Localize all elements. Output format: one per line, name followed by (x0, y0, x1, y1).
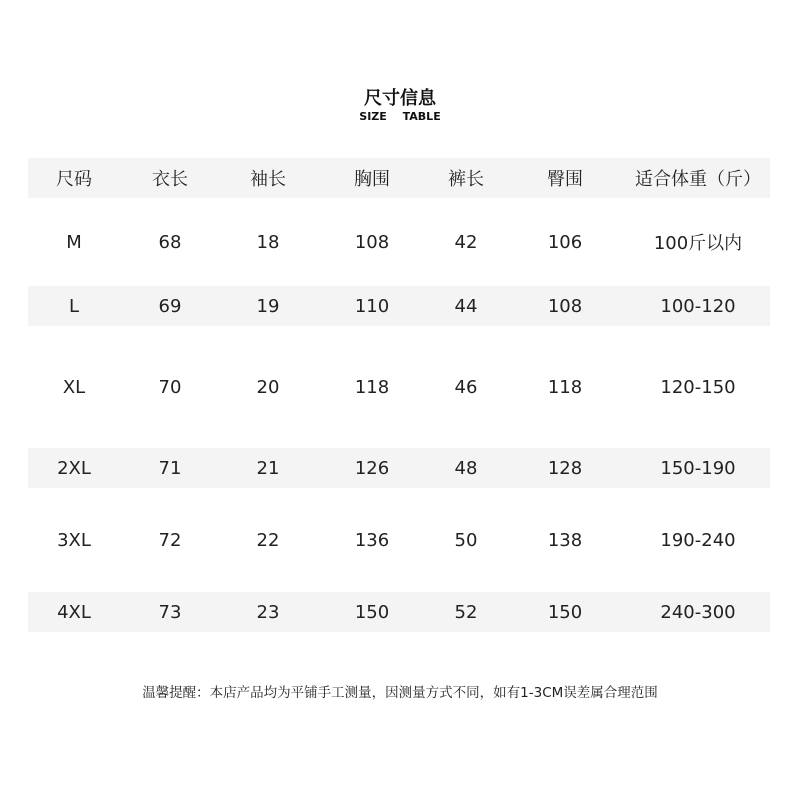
header-cell: 适合体重（斤） (635, 169, 761, 190)
header-cell: 胸围 (354, 169, 390, 190)
table-cell: M (66, 231, 82, 253)
table-cell: 150 (547, 601, 583, 623)
page-title: 尺寸信息 (364, 88, 436, 109)
table-cell: 4XL (57, 601, 91, 623)
table-cell: 22 (256, 529, 280, 551)
table-cell: 73 (158, 601, 182, 623)
header-cell: 衣长 (152, 169, 188, 190)
table-cell: 138 (547, 529, 583, 551)
table-cell: 50 (454, 529, 478, 551)
table-cell: 108 (354, 231, 390, 253)
table-cell: L (68, 295, 80, 317)
table-cell: 190-240 (660, 529, 736, 551)
table-cell: 110 (354, 295, 390, 317)
table-cell: 21 (256, 457, 280, 479)
table-cell: 150 (354, 601, 390, 623)
header-cell: 袖长 (250, 169, 286, 190)
table-row (28, 592, 770, 632)
table-cell: 2XL (57, 457, 91, 479)
table-cell: 136 (354, 529, 390, 551)
table-row (28, 448, 770, 488)
table-cell: 3XL (57, 529, 91, 551)
table-header-row (28, 158, 770, 198)
table-row (28, 198, 770, 286)
page-subtitle: SIZE TABLE (359, 110, 441, 123)
table-cell: 20 (256, 376, 280, 398)
table-cell: 71 (158, 457, 182, 479)
table-cell: 106 (547, 231, 583, 253)
table-cell: 70 (158, 376, 182, 398)
table-cell: 18 (256, 231, 280, 253)
table-cell: 19 (256, 295, 280, 317)
table-cell: 118 (354, 376, 390, 398)
header-cell: 尺码 (56, 169, 92, 190)
table-cell: 100斤以内 (653, 233, 743, 254)
table-cell: 100-120 (660, 295, 736, 317)
table-cell: 150-190 (660, 457, 736, 479)
table-cell: 42 (454, 231, 478, 253)
table-row (28, 286, 770, 326)
table-cell: 48 (454, 457, 478, 479)
table-cell: 69 (158, 295, 182, 317)
table-cell: 52 (454, 601, 478, 623)
table-row (28, 326, 770, 448)
table-cell: 46 (454, 376, 478, 398)
table-cell: 120-150 (660, 376, 736, 398)
table-cell: 23 (256, 601, 280, 623)
measurement-note: 温馨提醒：本店产品均为平铺手工测量，因测量方式不同，如有1-3CM误差属合理范围 (142, 685, 658, 701)
header-cell: 裤长 (448, 169, 484, 190)
table-cell: 126 (354, 457, 390, 479)
table-row (28, 488, 770, 592)
table-cell: 108 (547, 295, 583, 317)
size-table (28, 158, 770, 632)
table-cell: 118 (547, 376, 583, 398)
table-cell: 44 (454, 295, 478, 317)
table-cell: 72 (158, 529, 182, 551)
table-cell: 240-300 (660, 601, 736, 623)
table-cell: 128 (547, 457, 583, 479)
header-cell: 臀围 (547, 169, 583, 190)
table-cell: XL (62, 376, 86, 398)
table-cell: 68 (158, 231, 182, 253)
